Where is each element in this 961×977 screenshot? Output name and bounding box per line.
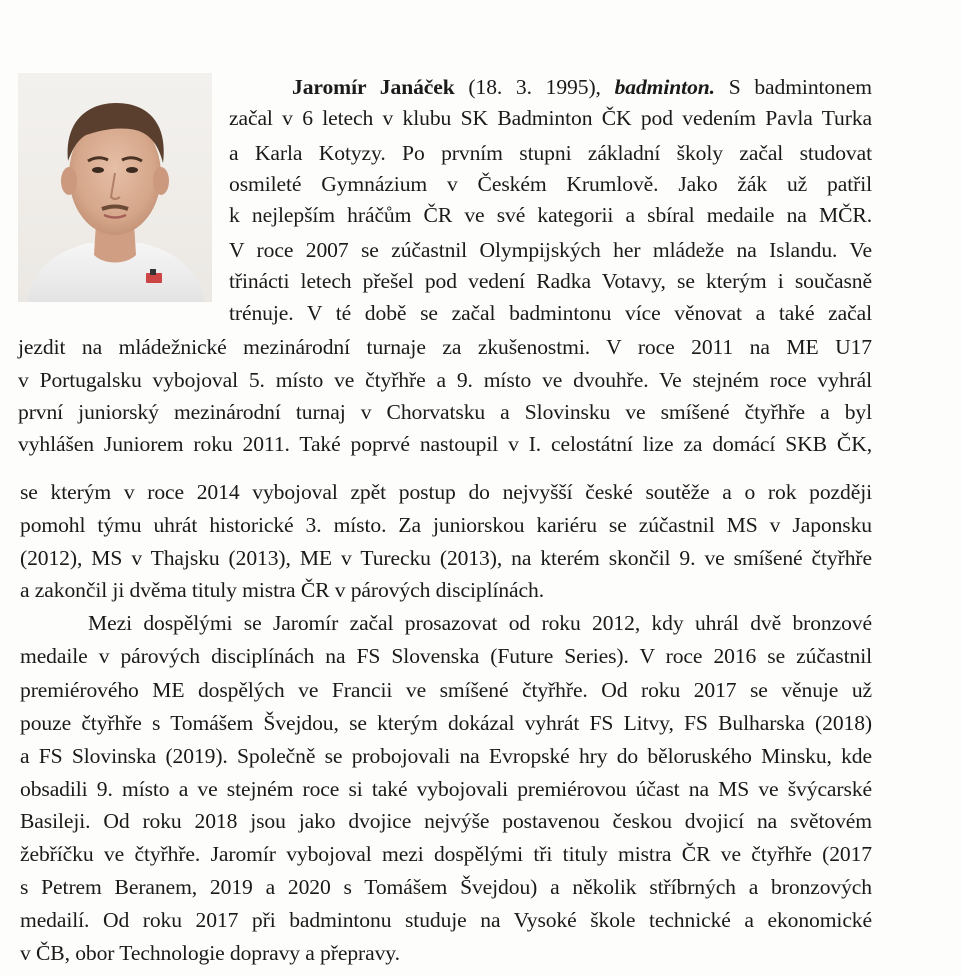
bio-line-23: Basileji. Od roku 2018 jsou jako dvojice nejvýše postavenou českou dvojicí na světovém bbox=[20, 809, 872, 833]
bio-line-19: premiérového ME dospělých ve Francii ve smíšené čtyřhře. Od roku 2017 se věnuje už bbox=[20, 678, 872, 702]
bio-line-26: medailí. Od roku 2017 při badmintonu studuje na Vysoké škole technické a ekonomické bbox=[20, 908, 872, 932]
sport-name: badminton. bbox=[614, 75, 715, 99]
first-line-rest: S badmintonem bbox=[714, 75, 873, 99]
bio-line-11: první juniorský mezinárodní turnaj v Chorvatsku a Slovinsku ve smíšené čtyřhře a byl bbox=[18, 400, 872, 424]
bio-line-2: začal v 6 letech v klubu SK Badminton ČK pod vedením Pavla Turka bbox=[229, 106, 872, 130]
bio-line-16: a zakončil ji dvěma tituly mistra ČR v párových disciplínách. bbox=[20, 578, 545, 602]
bio-line-25: s Petrem Beranem, 2019 a 2020 s Tomášem Švejdou) a několik stříbrných a bronzových bbox=[20, 875, 872, 899]
bio-line-6: V roce 2007 se zúčastnil Olympijských her mládeže na Islandu. Ve bbox=[229, 238, 872, 262]
bio-line-8: trénuje. V té době se začal badmintonu více věnovat a také začal bbox=[229, 301, 872, 325]
bio-line-7: třinácti letech přešel pod vedení Radka Votavy, se kterým i současně bbox=[229, 269, 872, 293]
bio-line-27: v ČB, obor Technologie dopravy a přepravy. bbox=[20, 941, 400, 965]
bio-line-12: vyhlášen Juniorem roku 2011. Také poprvé nastoupil v I. celostátní lize za domácí SKB ČK, bbox=[18, 432, 872, 456]
bio-line-18: medaile v párových disciplínách na FS Slovenska (Future Series). V roce 2016 se zúčastnil bbox=[20, 644, 872, 668]
birth-date: (18. 3. 1995), bbox=[454, 75, 615, 99]
bio-line-22: obsadili 9. místo a ve stejném roce si také vybojovali premiérovou účast na MS ve švýcarské bbox=[20, 777, 872, 801]
bio-line-9: jezdit na mládežnické mezinárodní turnaje za zkušenostmi. V roce 2011 na ME U17 bbox=[18, 335, 872, 359]
person-name: Jaromír Janáček bbox=[292, 75, 455, 99]
bio-line-3: a Karla Kotyzy. Po prvním stupni základní školy začal studovat bbox=[229, 141, 872, 165]
bio-line-14: pomohl týmu uhrát historické 3. místo. Za juniorskou kariéru se zúčastnil MS v Japonsku bbox=[20, 513, 872, 537]
bio-line-20: pouze čtyřhře s Tomášem Švejdou, se kterým dokázal vyhrát FS Litvy, FS Bulharska (2018) bbox=[20, 711, 872, 735]
portrait-photo bbox=[18, 73, 212, 302]
bio-line-4: osmileté Gymnázium v Českém Krumlově. Jako žák už patřil bbox=[229, 172, 872, 196]
bio-line-1 bbox=[292, 73, 872, 101]
bio-line-21: a FS Slovinska (2019). Společně se probojovali na Evropské hry do běloruského Minsku, kde bbox=[20, 744, 872, 768]
bio-line-15: (2012), MS v Thajsku (2013), ME v Turecku (2013), na kterém skončil 9. ve smíšené čtyřhře bbox=[20, 546, 872, 570]
portrait-icon bbox=[18, 73, 212, 302]
bio-line-5: k nejlepším hráčům ČR ve své kategorii a sbíral medaile na MČR. bbox=[229, 203, 872, 227]
bio-line-24: žebříčku ve čtyřhře. Jaromír vybojoval mezi dospělými tři tituly mistra ČR ve čtyřhře (2017 bbox=[20, 842, 872, 866]
bio-line-10: v Portugalsku vybojoval 5. místo ve čtyřhře a 9. místo ve dvouhře. Ve stejném roce vyhrál bbox=[18, 368, 872, 392]
bio-line-13: se kterým v roce 2014 vybojoval zpět postup do nejvyšší české soutěže a o rok později bbox=[20, 480, 872, 504]
bio-line-17: Mezi dospělými se Jaromír začal prosazovat od roku 2012, kdy uhrál dvě bronzové bbox=[88, 611, 872, 635]
